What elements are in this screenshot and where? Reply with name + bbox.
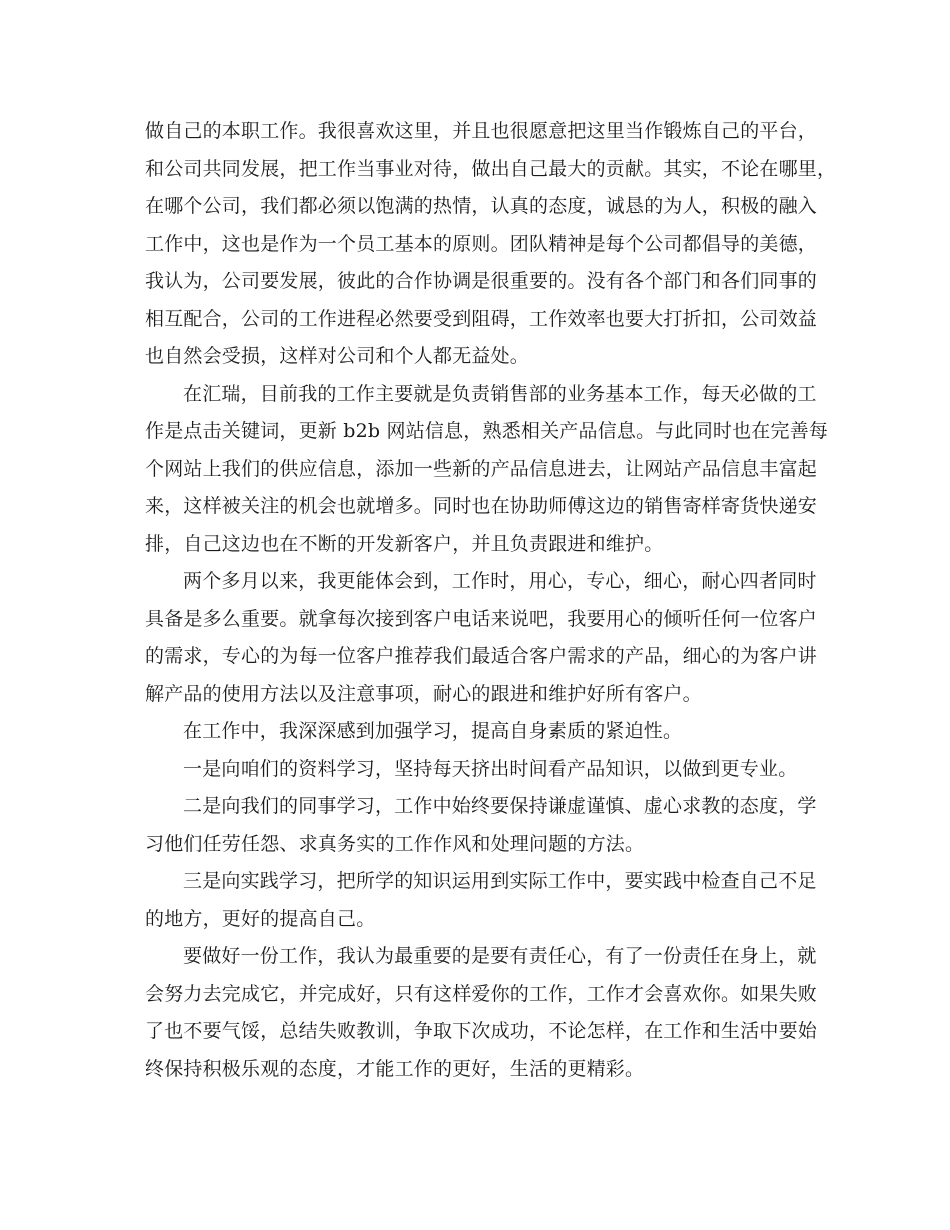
- paragraph-line: 来，这样被关注的机会也就增多。同时也在协助师傅这边的销售寄样寄货快递安: [145, 495, 818, 517]
- paragraph-line: 二是向我们的同事学习，工作中始终要保持谦虚谨慎、虚心求教的态度，学: [183, 795, 817, 817]
- paragraph: [145, 863, 815, 938]
- paragraph: [145, 713, 815, 751]
- paragraph-line: 三是向实践学习，把所学的知识运用到实际工作中，要实践中检查自己不足: [183, 870, 817, 892]
- paragraph-line: 相互配合，公司的工作进程必然要受到阻碍，工作效率也要大打折扣，公司效益: [145, 307, 818, 330]
- paragraph-line: 具备是多么重要。就拿每次接到客户电话来说吧，我要用心的倾听任何一位客户: [145, 607, 818, 630]
- paragraph-line: 做自己的本职工作。我很喜欢这里，并且也很愿意把这里当作锻炼自己的平台，: [145, 120, 818, 142]
- paragraph-line: 在工作中，我深深感到加强学习，提高自身素质的紧迫性。: [183, 720, 683, 742]
- document-body: [145, 113, 837, 1088]
- paragraph: [145, 788, 815, 863]
- paragraph-line: 终保持积极乐观的态度，才能工作的更好，生活的更精彩。: [145, 1057, 645, 1080]
- paragraph-line: 工作中，这也是作为一个员工基本的原则。团队精神是每个公司都倡导的美德，: [145, 232, 818, 255]
- paragraph-line: 习他们任劳任怨、求真务实的工作作风和处理问题的方法。: [145, 832, 645, 855]
- paragraph-line: 的地方，更好的提高自己。: [145, 907, 376, 930]
- paragraph: [145, 751, 815, 789]
- paragraph-line: 我认为，公司要发展，彼此的合作协调是很重要的。没有各个部门和各们同事的: [145, 270, 818, 292]
- paragraph: [145, 938, 818, 1088]
- paragraph-line: 一是向咱们的资料学习，坚持每天挤出时间看产品知识，以做到更专业。: [183, 757, 798, 780]
- paragraph-line: 要做好一份工作，我认为最重要的是要有责任心，有了一份责任在身上，就: [183, 945, 817, 967]
- paragraph-line: 排，自己这边也在不断的开发新客户，并且负责跟进和维护。: [145, 532, 664, 555]
- paragraph: [145, 376, 829, 564]
- paragraph-line: 在哪个公司，我们都必须以饱满的热情，认真的态度，诚恳的为人，积极的融入: [145, 195, 818, 217]
- paragraph: [145, 563, 818, 713]
- paragraph-line: 在汇瑞，目前我的工作主要就是负责销售部的业务基本工作，每天必做的工: [183, 382, 817, 405]
- paragraph-line: 了也不要气馁，总结失败教训，争取下次成功，不论怎样，在工作和生活中要始: [145, 1020, 818, 1042]
- paragraph-line: 两个多月以来，我更能体会到，工作时，用心，专心，细心，耐心四者同时: [183, 570, 817, 592]
- paragraph-line: 的需求，专心的为每一位客户推荐我们最适合客户需求的产品，细心的为客户讲: [145, 645, 818, 667]
- paragraph-line: 解产品的使用方法以及注意事项，耐心的跟进和维护好所有客户。: [145, 682, 702, 705]
- paragraph-line: 会努力去完成它，并完成好，只有这样爱你的工作，工作才会喜欢你。如果失败: [145, 982, 818, 1005]
- paragraph: [145, 113, 837, 376]
- paragraph-line: 和公司共同发展，把工作当事业对待，做出自己最大的贡献。其实，不论在哪里，: [145, 157, 837, 180]
- paragraph-line: 个网站上我们的供应信息，添加一些新的产品信息进去，让网站产品信息丰富起: [145, 457, 818, 480]
- paragraph-line: 作是点击关键词，更新 b2b 网站信息，熟悉相关产品信息。与此同时也在完善每: [145, 420, 829, 442]
- paragraph-line: 也自然会受损，这样对公司和个人都无益处。: [145, 345, 530, 367]
